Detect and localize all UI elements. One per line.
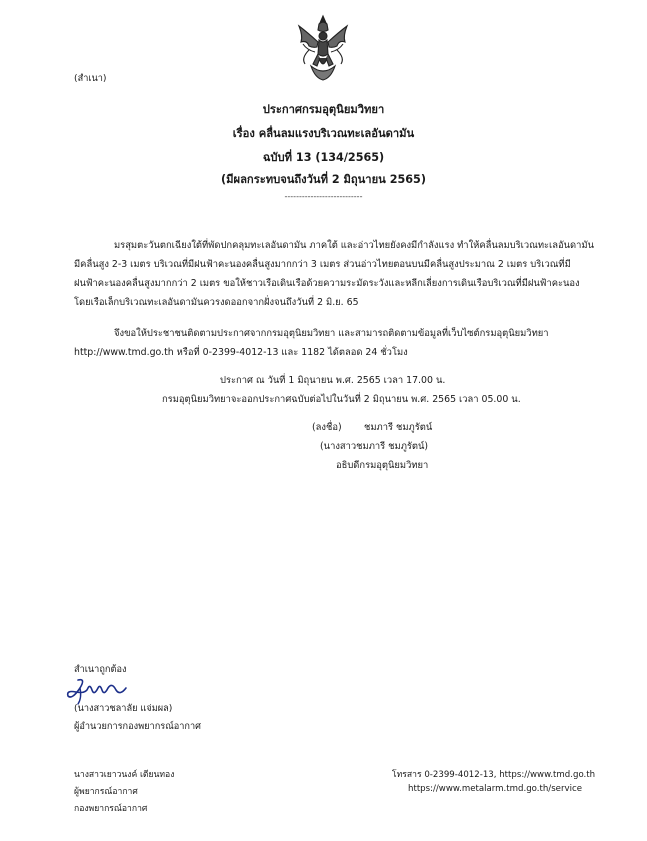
- title-divider: ---------------------------: [284, 192, 363, 201]
- signatory-position: อธิบดีกรมอุตุนิยมวิทยา: [336, 460, 429, 471]
- announcement-subject: เรื่อง คลื่นลมแรงบริเวณทะเลอันดามัน: [232, 127, 415, 140]
- certified-position: ผู้อำนวยการกองพยากรณ์อากาศ: [74, 721, 201, 732]
- signatory-full-name: (นางสาวชมภารี ชมภูรัตน์): [320, 441, 429, 452]
- announced-date: ประกาศ ณ วันที่ 1 มิถุนายน พ.ศ. 2565 เวลา 17.00 น.: [220, 375, 446, 386]
- para2-line: จึงขอให้ประชาชนติดตามประกาศจากกรมอุตุนิยมวิทยา และสามารถติดตามข้อมูลที่เว็บไซต์กรมอุตุนิยมวิทยา: [114, 328, 549, 339]
- para1-line: ฝนฟ้าคะนองคลื่นสูงมากกว่า 2 เมตร ขอให้ชาวเรือเดินเรือด้วยความระมัดระวังและหลีกเลี่ยงการเดินเรือบริเวณที่มีฝนฟ้าคะนอง: [74, 278, 580, 289]
- para1-line: มีคลื่นสูง 2-3 เมตร บริเวณที่มีฝนฟ้าคะนองคลื่นสูงมากกว่า 3 เมตร ส่วนอ่าวไทยตอนบนมีคลื่นสูงประมาณ 2 เมตร บริเวณที่มี: [74, 259, 571, 270]
- certified-name: (นางสาวชลาลัย แจ่มผล): [74, 703, 173, 714]
- footer-left-line: ผู้พยากรณ์อากาศ: [74, 787, 138, 797]
- signed-name: ชมภารี ชมภูรัตน์: [364, 422, 433, 433]
- issue-number: ฉบับที่ 13 (134/2565): [262, 151, 385, 164]
- signed-label: (ลงชื่อ): [312, 422, 342, 433]
- footer-left-line: กองพยากรณ์อากาศ: [74, 804, 148, 814]
- garuda-emblem-icon: [297, 14, 349, 82]
- footer-contact-line: โทรสาร 0-2399-4012-13, https://www.tmd.go.th: [392, 770, 596, 780]
- effective-date: (มีผลกระทบจนถึงวันที่ 2 มิถุนายน 2565): [221, 173, 426, 186]
- para1-line: โดยเรือเล็กบริเวณทะเลอันดามันควรงดออกจากฝั่งจนถึงวันที่ 2 มิ.ย. 65: [74, 297, 359, 308]
- para1-line: มรสุมตะวันตกเฉียงใต้ที่พัดปกคลุมทะเลอันดามัน ภาคใต้ และอ่าวไทยยังคงมีกำลังแรง ทำให้คลื่นลมบริเวณทะเลอันดามัน: [114, 240, 594, 251]
- announcement-title: ประกาศกรมอุตุนิยมวิทยา: [262, 103, 385, 116]
- next-issue-note: กรมอุตุนิยมวิทยาจะออกประกาศฉบับต่อไปในวันที่ 2 มิถุนายน พ.ศ. 2565 เวลา 05.00 น.: [162, 394, 521, 405]
- certified-label: สำเนาถูกต้อง: [74, 664, 127, 675]
- para2-line: http://www.tmd.go.th หรือที่ 0-2399-4012-13 และ 1182 ได้ตลอด 24 ชั่วโมง: [74, 347, 408, 358]
- footer-contact-line: https://www.metalarm.tmd.go.th/service: [408, 784, 582, 794]
- copy-mark: (สำเนา): [74, 73, 107, 84]
- footer-left-line: นางสาวเยาวนงค์ เตียนทอง: [74, 770, 175, 780]
